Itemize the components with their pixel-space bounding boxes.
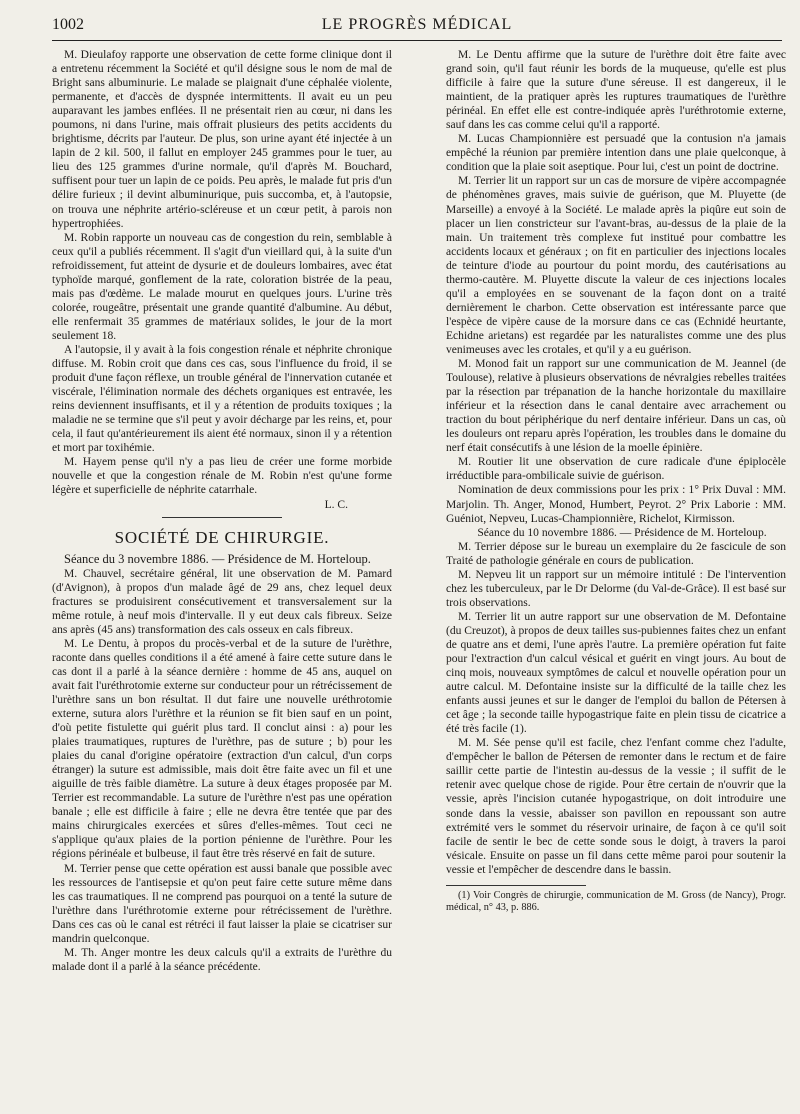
seance-heading: Séance du 3 novembre 1886. — Présidence de M. Horteloup. bbox=[64, 551, 371, 566]
paragraph-terrier-tailles: M. Terrier lit un autre rapport sur une observation de M. Defontaine (du Creuzot), à propos de deux tailles sus-pubiennes faites chez un enfant de quatre ans et demi, l'une après l'autre. La première opération fut faite pour l'extraction d'un calcul vésical et guérit en vingt jours. Au bout de cinq mois, nouveaux symptômes de calcul et nouvelle opération pour un autre calcul. M. Defontaine insiste sur la difficulté de la taille chez les enfants aussi jeunes et sur le danger de l'emploi du ballon de Pétersen à cet âge ; la seconde taille hypogastrique faite en plein tissu de cicatrice a été très facile (1). bbox=[446, 610, 786, 736]
paragraph-championniere: M. Lucas Championnière est persuadé que la contusion n'a jamais empêché la réunion par première intention dans une plaie quelconque, à condition que la plaie soit aseptique. Pour lui, c'est un point de doctrine. bbox=[446, 133, 786, 174]
right-column bbox=[446, 48, 786, 915]
paragraph-le-dentu: M. Le Dentu, à propos du procès-verbal et de la suture de l'urèthre, raconte dans quelles conditions il a été amené à faire cette suture dans le cas dont il a parlé à la séance dernière : homme de 45 ans, auquel on avait fait l'uréthrotomie externe sur conducteur pour un rétrécissement de l'urèthre sans un bon résultat. Il dut faire une nouvelle uréthrotomie externe, sutura alors l'urèthre et la réunion se fit bien sauf en un point, d'où petite fistulette qui guérit plus tard. Il conclut ainsi : a) pour les plaies traumatiques, ruptures de l'urèthre, pas de suture ; b) pour les plaies du canal d'origine opératoire (extraction d'un calcul, d'un corps étranger) la suture est admissible, mais doit être faite avec un fil et une aiguille de très faible diamètre. La suture à deux étages proposée par M. Terrier est recommandable. La suture de l'urèthre n'est pas une opération banale ; elle est difficile à faire ; elle ne devra être tentée que par des mains chirurgicales exercées et sûres d'elles-mêmes. Tout ceci ne s'applique qu'aux plaies de la portion pénienne de l'urèthre. Pour les régions périnéale et bulbeuse, il faut être très réservé en fait de suture. bbox=[52, 637, 392, 861]
page-header bbox=[52, 14, 782, 41]
paragraph-autopsy: A l'autopsie, il y avait à la fois congestion rénale et néphrite chronique diffuse. M. Robin croit que dans ces cas, sous l'influence du froid, il se produit d'une façon réflexe, un trouble général de l'innervation cutanée et viscérale, l'élimination normale des déchets organiques est entravée, les reins deviennent insuffisants, et il y a rétention de produits toxiques ; la maladie ne se termine que s'il peut y avoir décharge par les reins, et, pour cela, il faut qu'antérieurement ils aient été normaux, sinon il y a rétention et mort par toxihémie. bbox=[52, 343, 392, 455]
paragraph-monod: M. Monod fait un rapport sur une communication de M. Jeannel (de Toulouse), relative à plusieurs observations de névralgies rebelles traitées par la résection par trépanation de la hanche horizontale du maxillaire inférieur et la résection dans le canal dentaire avec arrachement ou traction du bout périphérique du nerf dentaire inférieur. Dans un cas, où les douleurs ont reparu après l'opération, les troubles dans le domaine du nerf était consécutifs à une lésion de la moelle épinière. bbox=[446, 358, 786, 455]
paragraph-nepveu: M. Nepveu lit un rapport sur un mémoire intitulé : De l'intervention chez les tuberculeux, par le Dr Delorme (du Val-de-Grâce). Il est basé sur trois observations. bbox=[446, 568, 786, 609]
paragraph-terrier-depot: M. Terrier dépose sur le bureau un exemplaire du 2e fascicule de son Traité de pathologie générale en cours de publication. bbox=[446, 540, 786, 567]
paragraph-routier: M. Routier lit une observation de cure radicale d'une épiplocèle irréductible para-ombilicale suivie de guérison. bbox=[446, 456, 786, 483]
paragraph-dieulafoy: M. Dieulafoy rapporte une observation de cette forme clinique dont il a entretenu récemment la Société et qu'il désigne sous le nom de mal de Bright sans albuminurie. Le malade se plaignait d'une céphalée violente, permanente, et d'accès de dyspnée intermittents. Il avait eu un peu auparavant les jambes enflées. Il ne présentait rien au cœur, ni dans les poumons, ni dans l'urine, mais offrait plusieurs des petits accidents du brightisme, décrits par l'auteur. De plus, son urine ayant été injectée à un lapin de 2 kil. 500, il fallut en employer 245 grammes pour le tuer, au lieu des 125 grammes d'urine normale, qu'il d'après M. Bouchard, suffisent pour tuer un lapin de ce poids. Peu après, le malade fut pris d'un délire furieux ; il devint albuminurique, puis succomba, et, à l'autopsie, on trouva une néphrite artério-scléreuse et un cœur petit, à parois non hypertrophiées. bbox=[52, 49, 392, 230]
paragraph-terrier: M. Terrier pense que cette opération est aussi banale que possible avec les ressources de l'antisepsie et qu'on peut faire cette suture même dans les cas traumatiques. Il ne comprend pas pourquoi on a tenté la suture de l'urèthre dans l'uréthrotomie externe pour rétrécissement de l'urèthre. Dans ces cas où le canal est rétréci il faut laisser la plaie se cicatriser sur mandrin quelconque. bbox=[52, 862, 392, 945]
paragraph-robin: M. Robin rapporte un nouveau cas de congestion du rein, semblable à ceux qu'il a publiés récemment. Il s'agit d'un vieillard qui, à la suite d'un refroidissement, fut atteint de dysurie et de douleurs lombaires, avec état typhoïde marqué, gonflement de la rate, coloration bistrée de la peau, mais pas d'œdème. Le malade mourut en quelques jours. L'urine très colorée, rougeâtre, présentait une grande quantité d'albumine. Au début, elle renfermait 35 grammes de matériaux solides, le jour de la mort seulement 18. bbox=[52, 231, 392, 342]
footnote: (1) Voir Congrès de chirurgie, communication de M. Gross (de Nancy), Progr. médical, n° 43, p. 886. bbox=[446, 889, 786, 914]
paragraph-nomination: Nomination de deux commissions pour les prix : 1° Prix Duval : MM. Marjolin. Th. Anger, Monod, Humbert, Peyrot. 2° Prix Laborie : MM. Guéniot, Nepveu, Lucas-Championnière, Richelot, Kirmisson. bbox=[446, 484, 786, 525]
paragraph-chauvel: M. Chauvel, secrétaire général, lit une observation de M. Pamard (d'Avignon), à propos d'un malade âgé de 29 ans, chez lequel deux fractures se produisirent consécutivement et transversalement sur la même rotule, à neuf mois d'intervalle. Il y eut deux cals fibreux. Seize ans après (45 ans) transformation des cals osseux en cals fibreux. bbox=[52, 567, 392, 636]
footnote-divider bbox=[446, 885, 586, 886]
paragraph-anger: M. Th. Anger montre les deux calculs qu'il a extraits de l'urèthre du malade dont il a parlé à la séance précédente. bbox=[52, 946, 392, 973]
section-title: SOCIÉTÉ DE CHIRURGIE. bbox=[114, 527, 330, 547]
signature: L. C. bbox=[324, 498, 348, 511]
running-title: LE PROGRÈS MÉDICAL bbox=[321, 16, 513, 33]
paragraph-see: M. M. Sée pense qu'il est facile, chez l'enfant comme chez l'adulte, d'empêcher le ballon de Pétersen de remonter dans le rectum et de faire saillir cette partie de l'intestin au-dessus de la vessie ; il suffit de le retenir avec quelque chose de rigide. Pour être certain de n'ouvrir que la vessie, après l'incision cutanée hypogastrique, on doit introduire une sonde dans la vessie, abaisser son pavillon en repoussant son autre extrémité vers le sommet du réservoir urinaire, de façon à ce qu'il soit facile de sentir le bec de cette sonde sous le doigt, à travers la paroi vésicale. Ensuite on passe un fil dans cette même paroi pour soutenir la vessie et l'empêcher de descendre dans le bassin. bbox=[446, 737, 786, 876]
paragraph-le-dentu-2: M. Le Dentu affirme que la suture de l'urèthre doit être faite avec grand soin, qu'il faut réunir les bords de la muqueuse, qu'elle est plus difficile à faire que la suture d'une séreuse. Il est dangereux, il le maintient, de la pratiquer après les ruptures traumatiques de l'urèthre périnéal. En effet elle est contre-indiquée après l'uréthrotomie externe, sauf dans les cas comme celui qu'il a rapporté. bbox=[446, 49, 786, 132]
page-number: 1002 bbox=[52, 16, 84, 33]
left-column bbox=[52, 48, 392, 974]
paragraph-hayem: M. Hayem pense qu'il n'y a pas lieu de créer une forme morbide nouvelle et que la congestion rénale de M. Robin n'est qu'une forme légère et superficielle de néphrite catarrhale. bbox=[52, 456, 392, 497]
paragraph-terrier-vipere: M. Terrier lit un rapport sur un cas de morsure de vipère accompagnée de phénomènes graves, mais suivie de guérison, que M. Pluyette (de Marseille) a envoyé à la Société. Le malade après la piqûre eut soin de placer un lien constricteur sur l'avant-bras, au-dessus de la plaie de la main. Un traitement très complexe fut institué pour combattre les accidents locaux et généraux ; on fit en particulier des injections locales de teinture d'iode au pourtour du point mordu, des cautérisations au thermo-cautère. M. Pluyette discute la valeur de ces injections locales qu'il a employées en se souvenant de la façon dont on a traité dernièrement le charbon. Cette observation est intéressante parce que l'espèce de vipère cause de la morsure dans ce cas (Echnidé heurtante, Echidne arietans) est regardée par les naturalistes comme une des plus venimeuses avec les crotales, et qu'il y a eu guérison. bbox=[446, 175, 786, 356]
seance-heading-2: Séance du 10 novembre 1886. — Présidence de M. Horteloup. bbox=[477, 526, 767, 539]
section-divider bbox=[162, 517, 282, 518]
